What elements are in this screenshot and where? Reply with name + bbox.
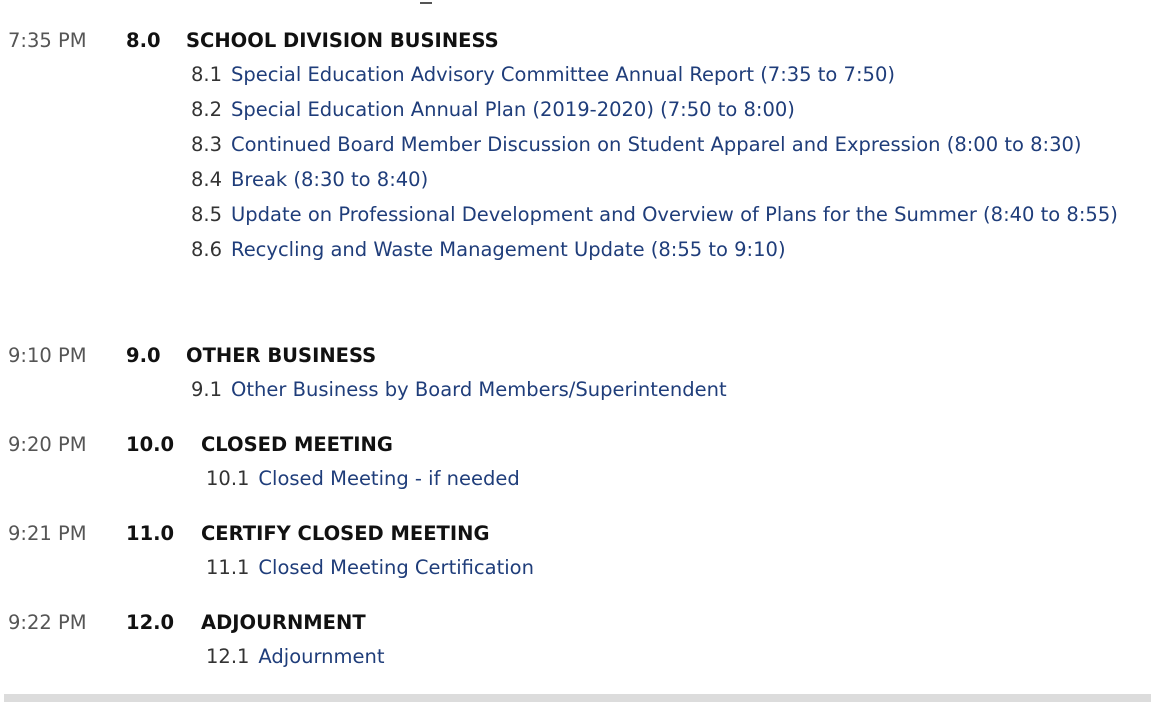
agenda-item (191, 202, 1131, 227)
agenda-section-8 (0, 26, 1151, 272)
section-header (0, 519, 1151, 549)
agenda-item-number: 8.2 (191, 98, 223, 121)
section-number: 10.0 (126, 433, 175, 456)
section-title: OTHER BUSINESS (186, 344, 377, 367)
section-number: 11.0 (126, 522, 175, 545)
agenda-item-number: 10.1 (206, 467, 250, 490)
clipped-text-fragment (420, 0, 432, 4)
agenda-section-11 (0, 519, 1151, 590)
section-time: 9:22 PM (8, 611, 87, 634)
section-title: ADJOURNMENT (201, 611, 366, 634)
section-number: 8.0 (126, 29, 161, 52)
agenda-item-link[interactable]: Continued Board Member Discussion on Student Apparel and Expression (8:00 to 8:30) (231, 133, 1082, 156)
section-time: 9:21 PM (8, 522, 87, 545)
agenda-item (191, 237, 1131, 262)
agenda-item-link[interactable]: Other Business by Board Members/Superintendent (231, 378, 727, 401)
section-header (0, 26, 1151, 56)
section-items (206, 644, 1131, 669)
agenda-item-link[interactable]: Break (8:30 to 8:40) (231, 168, 429, 191)
section-title: SCHOOL DIVISION BUSINESS (186, 29, 499, 52)
section-items (191, 377, 1131, 402)
agenda-item (191, 62, 1131, 87)
agenda-item (191, 167, 1131, 192)
agenda-item-number: 8.5 (191, 203, 223, 226)
section-items (206, 466, 1131, 491)
section-header (0, 430, 1151, 460)
footer-divider (4, 694, 1151, 702)
section-title: CLOSED MEETING (201, 433, 393, 456)
agenda-item-link[interactable]: Adjournment (258, 645, 385, 668)
agenda-item-link[interactable]: Update on Professional Development and Overview of Plans for the Summer (8:40 to 8:55) (231, 203, 1118, 226)
agenda-item (191, 97, 1131, 122)
agenda-item-number: 9.1 (191, 378, 223, 401)
section-header (0, 608, 1151, 638)
agenda-item (206, 644, 1131, 669)
agenda-item-link[interactable]: Special Education Annual Plan (2019-2020) (7:50 to 8:00) (231, 98, 795, 121)
agenda-section-9 (0, 341, 1151, 412)
agenda-item-number: 8.1 (191, 63, 223, 86)
agenda-item-number: 8.4 (191, 168, 223, 191)
agenda-section-12 (0, 608, 1151, 679)
agenda-item-link[interactable]: Special Education Advisory Committee Annual Report (7:35 to 7:50) (231, 63, 895, 86)
agenda-item-link[interactable]: Recycling and Waste Management Update (8:55 to 9:10) (231, 238, 786, 261)
section-items (191, 62, 1131, 262)
agenda-item (206, 466, 1131, 491)
agenda-section-10 (0, 430, 1151, 501)
section-header (0, 341, 1151, 371)
section-time: 7:35 PM (8, 29, 87, 52)
agenda-item-number: 8.6 (191, 238, 223, 261)
agenda-item-number: 11.1 (206, 556, 250, 579)
section-time: 9:10 PM (8, 344, 87, 367)
agenda-item-number: 8.3 (191, 133, 223, 156)
agenda-item-number: 12.1 (206, 645, 250, 668)
section-items (206, 555, 1131, 580)
agenda-item-link[interactable]: Closed Meeting - if needed (258, 467, 520, 490)
section-time: 9:20 PM (8, 433, 87, 456)
section-title: CERTIFY CLOSED MEETING (201, 522, 490, 545)
section-number: 9.0 (126, 344, 161, 367)
agenda-item (191, 377, 1131, 402)
agenda-item (191, 132, 1131, 157)
agenda-item-link[interactable]: Closed Meeting Certification (258, 556, 534, 579)
agenda-item (206, 555, 1131, 580)
section-number: 12.0 (126, 611, 175, 634)
